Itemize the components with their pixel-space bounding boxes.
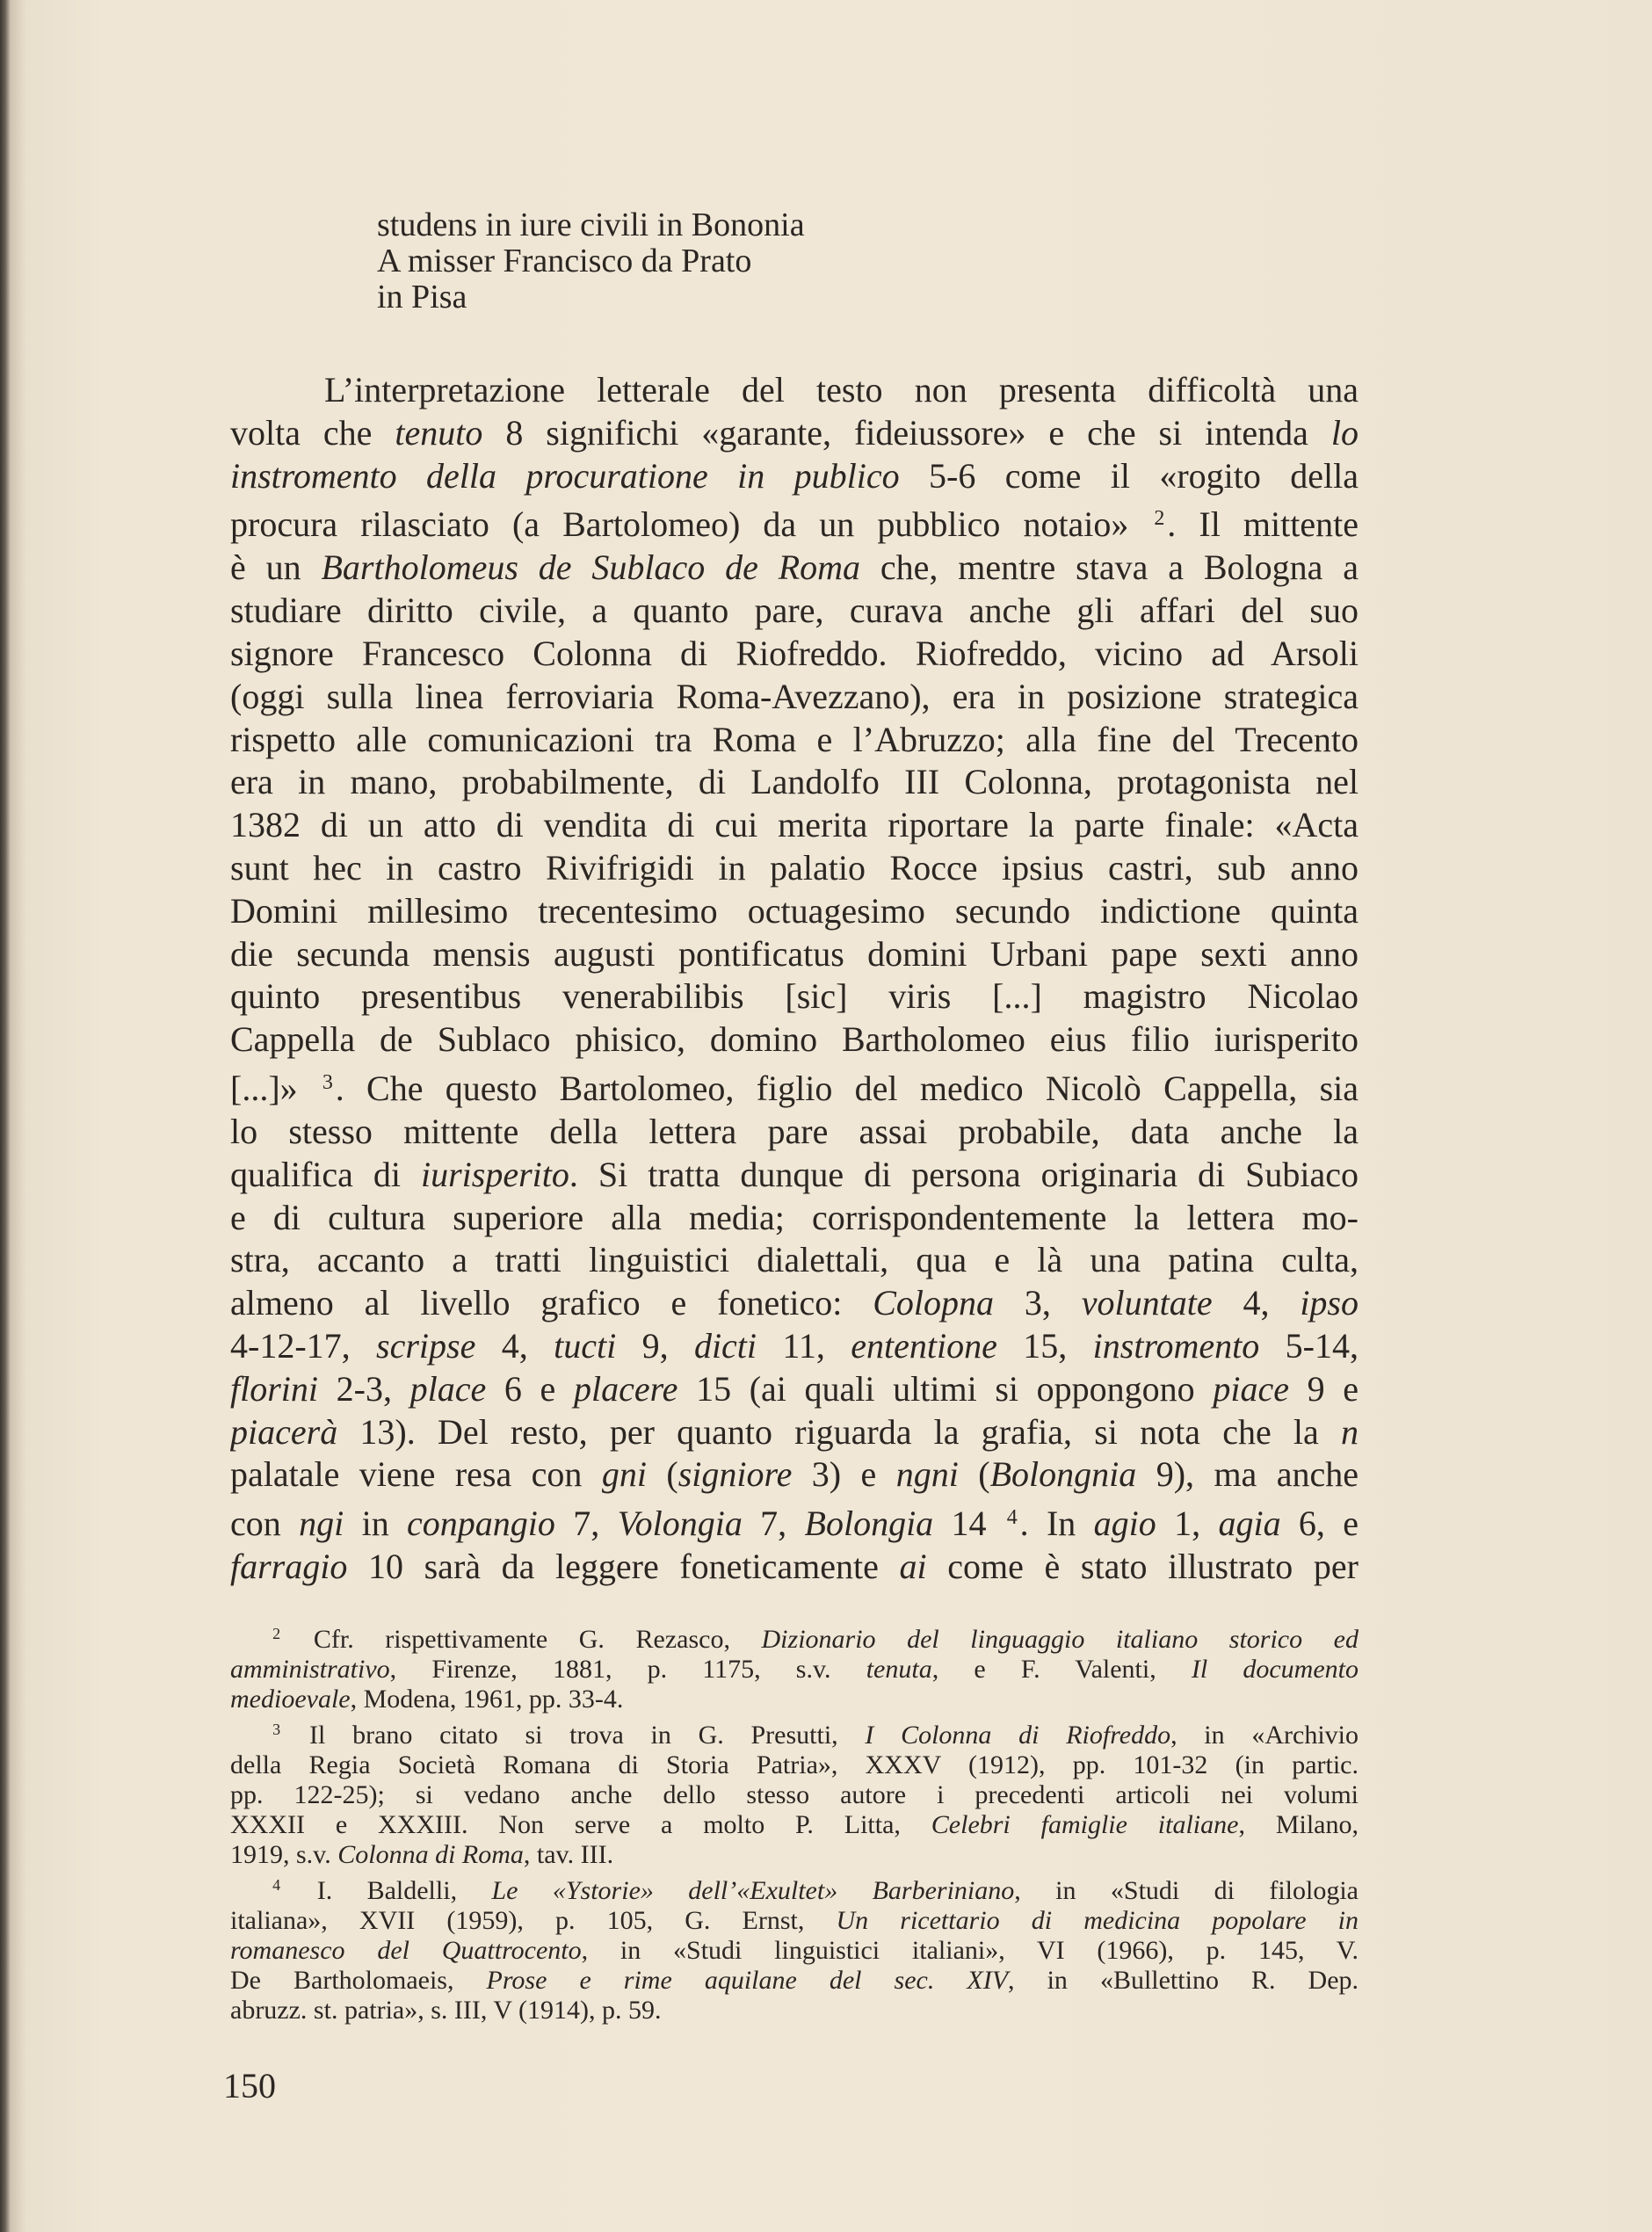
text-line: [230, 1870, 1359, 1906]
text: (oggi sulla linea ferroviaria Roma-Avezzano), era in posizione strategica: [230, 676, 1359, 716]
italic-text: Le «Ystorie» dell’«Exultet» Barberiniano: [491, 1875, 1015, 1905]
text-line: [230, 412, 1359, 455]
text: [...]»: [230, 1069, 320, 1109]
italic-text: dicti: [693, 1325, 757, 1366]
italic-text: Il documento: [1191, 1654, 1359, 1684]
text: , in «Studi linguistici italiani», VI (1966), p. 145, V.: [581, 1935, 1359, 1965]
text-line: [377, 279, 1080, 315]
text: , in «Studi di filologia: [1014, 1875, 1359, 1905]
text-line: [230, 1966, 1359, 1996]
text: (: [646, 1454, 678, 1495]
text: I. Baldelli,: [282, 1875, 492, 1905]
text-line: [230, 547, 1359, 590]
text-line: [230, 1619, 1359, 1655]
text-line: [230, 1111, 1359, 1154]
italic-text: voluntate: [1081, 1283, 1213, 1323]
text-line: [230, 1197, 1359, 1240]
text: 4,: [475, 1325, 554, 1366]
text: 1919, s.v.: [230, 1839, 338, 1869]
italic-text: Volongia: [617, 1504, 743, 1544]
text: 5-14,: [1259, 1325, 1359, 1366]
text-line: [230, 1546, 1359, 1589]
text: L’interpretazione letterale del testo non presenta difficoltà una: [324, 370, 1359, 409]
text-line: [230, 1936, 1359, 1966]
text: 10 sarà da leggere foneticamente: [347, 1547, 900, 1587]
italic-text: Colopna: [873, 1283, 994, 1323]
italic-text: tenuta: [866, 1654, 932, 1684]
text: 1382 di un atto di vendita di cui merita riportare la parte finale: «Acta: [230, 805, 1359, 845]
italic-text: Dizionario del linguaggio italiano storico ed: [761, 1624, 1359, 1654]
text: 2-3,: [318, 1368, 410, 1409]
text: De Bartholomaeis,: [230, 1965, 487, 1995]
text: Domini millesimo trecentesimo octuagesimo secundo indictione quinta: [230, 890, 1359, 931]
text: 7,: [742, 1504, 805, 1544]
footnote-marker: 4: [272, 1875, 281, 1894]
italic-text: agia: [1218, 1504, 1281, 1544]
text: 6 e: [486, 1368, 574, 1409]
text: 4,: [1212, 1283, 1301, 1323]
italic-text: piacerà: [230, 1411, 338, 1452]
text: die secunda mensis augusti pontificatus domini Urbani pape sexti anno: [230, 933, 1359, 974]
text: 4-12-17,: [230, 1325, 377, 1366]
text: , Modena, 1961, pp. 33-4.: [350, 1684, 624, 1714]
italic-text: romanesco del Quattrocento: [230, 1935, 582, 1965]
text-line: [230, 1780, 1359, 1810]
italic-text: Bolongnia: [989, 1454, 1137, 1495]
italic-text: Bartholomeus de Sublaco de Roma: [321, 547, 861, 588]
text-line: [230, 369, 1359, 412]
text-line: [377, 243, 1080, 279]
text: studens in iure civili in Bononia: [377, 207, 805, 243]
text-line: [230, 1685, 1359, 1714]
text: che, mentre stava a Bologna a: [860, 547, 1359, 588]
italic-text: tucti: [554, 1325, 617, 1366]
text: e di cultura superiore alla media; corrispondentemente la lettera mo-: [230, 1197, 1359, 1237]
text: lo stesso mittente della lettera pare assai probabile, data anche la: [230, 1111, 1359, 1151]
text: con: [230, 1504, 300, 1544]
text-line: [230, 719, 1359, 762]
text: . In: [1019, 1504, 1094, 1544]
text: palatale viene resa con: [230, 1454, 602, 1495]
text-line: [230, 890, 1359, 933]
italic-text: amministrativo: [230, 1654, 390, 1684]
text-line: [230, 1018, 1359, 1062]
text-line: [230, 455, 1359, 498]
text: 11,: [757, 1325, 851, 1366]
italic-text: Un ricettario di medicina popolare in: [836, 1905, 1359, 1935]
italic-text: piace: [1213, 1368, 1289, 1409]
text-line: [230, 804, 1359, 847]
text: , in «Archivio: [1170, 1720, 1359, 1750]
text: 7,: [554, 1504, 618, 1544]
italic-text: conpangio: [407, 1504, 555, 1544]
italic-text: florini: [230, 1368, 319, 1409]
italic-text: Celebri famiglie italiane: [931, 1809, 1239, 1839]
text: sunt hec in castro Rivifrigidi in palatio Rocce ipsius castri, sub anno: [230, 847, 1359, 888]
text: era in mano, probabilmente, di Landolfo III Colonna, protagonista nel: [230, 762, 1359, 802]
text: qualifica di: [230, 1154, 421, 1194]
text-line: [230, 847, 1359, 890]
text-line: [230, 1906, 1359, 1936]
italic-text: I Colonna di Riofreddo: [865, 1720, 1171, 1750]
italic-text: instromento della procuratione in publico: [230, 455, 900, 496]
text-line: [230, 1655, 1359, 1685]
text: signore Francesco Colonna di Riofreddo. Riofreddo, vicino ad Arsoli: [230, 633, 1359, 673]
text-line: [230, 761, 1359, 804]
italic-text: Bolongia: [804, 1504, 934, 1544]
text: in: [344, 1504, 408, 1544]
text: in Pisa: [377, 279, 467, 315]
text: come è stato illustrato per: [926, 1547, 1359, 1587]
footnote-marker: 2: [1154, 507, 1165, 531]
italic-text: ententione: [851, 1325, 997, 1366]
text-line: [230, 1840, 1359, 1870]
footnote-marker: 3: [272, 1720, 281, 1738]
text: 15,: [996, 1325, 1093, 1366]
italic-text: ai: [899, 1547, 927, 1587]
footnote-marker: 2: [272, 1625, 281, 1642]
text: almeno al livello grafico e fonetico:: [230, 1283, 873, 1323]
text-line: [230, 1750, 1359, 1780]
italic-text: iurisperito: [421, 1154, 569, 1194]
text: 3,: [993, 1283, 1082, 1323]
italic-text: Prose e rime aquilane del sec. XIV: [486, 1965, 1009, 1995]
text: , tav. III.: [523, 1839, 614, 1869]
text: Cappella de Sublaco phisico, domino Bartholomeo eius filio iurisperito: [230, 1019, 1359, 1060]
text-line: [230, 1453, 1359, 1496]
italic-text: ngni: [895, 1454, 959, 1495]
italic-text: lo: [1330, 412, 1359, 453]
body-paragraph: [230, 369, 1359, 1589]
text-line: [230, 633, 1359, 676]
italic-text: medioevale: [230, 1684, 351, 1714]
text: , in «Bullettino R. Dep.: [1008, 1965, 1359, 1995]
text: (: [958, 1454, 990, 1495]
text: quinto presentibus venerabilibis [sic] viris [...] magistro Nicolao: [230, 976, 1359, 1017]
text-line: [230, 1154, 1359, 1197]
text-line: [230, 1411, 1359, 1454]
text: . Il mittente: [1167, 504, 1359, 545]
text: 8 significhi «garante, fideiussore» e che si intenda: [482, 412, 1331, 453]
italic-text: placere: [573, 1368, 678, 1409]
text-line: [230, 676, 1359, 719]
text: A misser Francisco da Prato: [377, 243, 752, 279]
italic-text: Colonna di Roma: [337, 1839, 524, 1869]
letter-address: [377, 207, 1080, 315]
page-number: 150: [223, 2066, 276, 2105]
text: 14: [933, 1504, 1004, 1544]
text-line: [230, 1714, 1359, 1750]
text: della Regia Società Romana di Storia Patria», XXXV (1912), pp. 101-32 (in partic.: [230, 1750, 1359, 1779]
text: italiana», XVII (1959), p. 105, G. Ernst,: [230, 1905, 837, 1935]
text: rispetto alle comunicazioni tra Roma e l’Abruzzo; alla fine del Trecento: [230, 719, 1359, 759]
text: 9 e: [1288, 1368, 1359, 1409]
text-line: [230, 497, 1359, 547]
text-line: [230, 933, 1359, 976]
text: 6, e: [1280, 1504, 1359, 1544]
text: abruzz. st. patria», s. III, V (1914), p. 59.: [230, 1995, 662, 2025]
text: studiare diritto civile, a quanto pare, curava anche gli affari del suo: [230, 591, 1359, 631]
footnote-marker: 3: [322, 1070, 333, 1094]
text: 13). Del resto, per quanto riguarda la grafia, si nota che la: [337, 1411, 1341, 1452]
italic-text: ipso: [1300, 1283, 1359, 1323]
italic-text: agio: [1093, 1504, 1156, 1544]
text-line: [230, 1282, 1359, 1325]
text: . Che questo Bartolomeo, figlio del medico Nicolò Cappella, sia: [335, 1069, 1359, 1109]
text-line: [230, 975, 1359, 1018]
text: . Si tratta dunque di persona originaria di Subiaco: [569, 1154, 1359, 1194]
italic-text: gni: [601, 1454, 647, 1495]
footnote-marker: 4: [1006, 1506, 1018, 1530]
text: è un: [230, 547, 322, 588]
footnotes: [230, 1619, 1359, 2025]
text-line: [230, 1325, 1359, 1368]
text: pp. 122-25); si vedano anche dello stesso autore i precedenti articoli nei volumi: [230, 1779, 1359, 1809]
text: stra, accanto a tratti linguistici dialettali, qua e là una patina culta,: [230, 1240, 1359, 1280]
italic-text: tenuto: [395, 412, 483, 453]
text: 3) e: [792, 1454, 896, 1495]
text-line: [230, 1368, 1359, 1411]
text: 9,: [616, 1325, 694, 1366]
text: 1,: [1156, 1504, 1219, 1544]
text: , Milano,: [1238, 1809, 1359, 1839]
text: , Firenze, 1881, p. 1175, s.v.: [389, 1654, 866, 1684]
text-line: [230, 1239, 1359, 1282]
italic-text: place: [409, 1368, 487, 1409]
text: volta che: [230, 412, 395, 453]
text-line: [230, 1496, 1359, 1546]
text: 9), ma anche: [1136, 1454, 1359, 1495]
text-line: [230, 1810, 1359, 1840]
text: , e F. Valenti,: [931, 1654, 1192, 1684]
italic-text: ngi: [299, 1504, 344, 1544]
text: 15 (ai quali ultimi si oppongono: [677, 1368, 1214, 1409]
italic-text: farragio: [230, 1547, 348, 1587]
text: XXXII e XXXIII. Non serve a molto P. Litta,: [230, 1809, 931, 1839]
text-line: [230, 590, 1359, 633]
text: procura rilasciato (a Bartolomeo) da un pubblico notaio»: [230, 504, 1152, 545]
italic-text: scripse: [376, 1325, 476, 1366]
text-line: [230, 1062, 1359, 1111]
text: Il brano citato si trova in G. Presutti,: [282, 1720, 866, 1750]
italic-text: signiore: [677, 1454, 793, 1495]
text-line: [230, 1996, 1359, 2025]
text: 5-6 come il «rogito della: [899, 455, 1359, 496]
italic-text: instromento: [1092, 1325, 1260, 1366]
text-line: [377, 207, 1080, 243]
italic-text: n: [1341, 1411, 1359, 1452]
text: Cfr. rispettivamente G. Rezasco,: [282, 1624, 762, 1654]
